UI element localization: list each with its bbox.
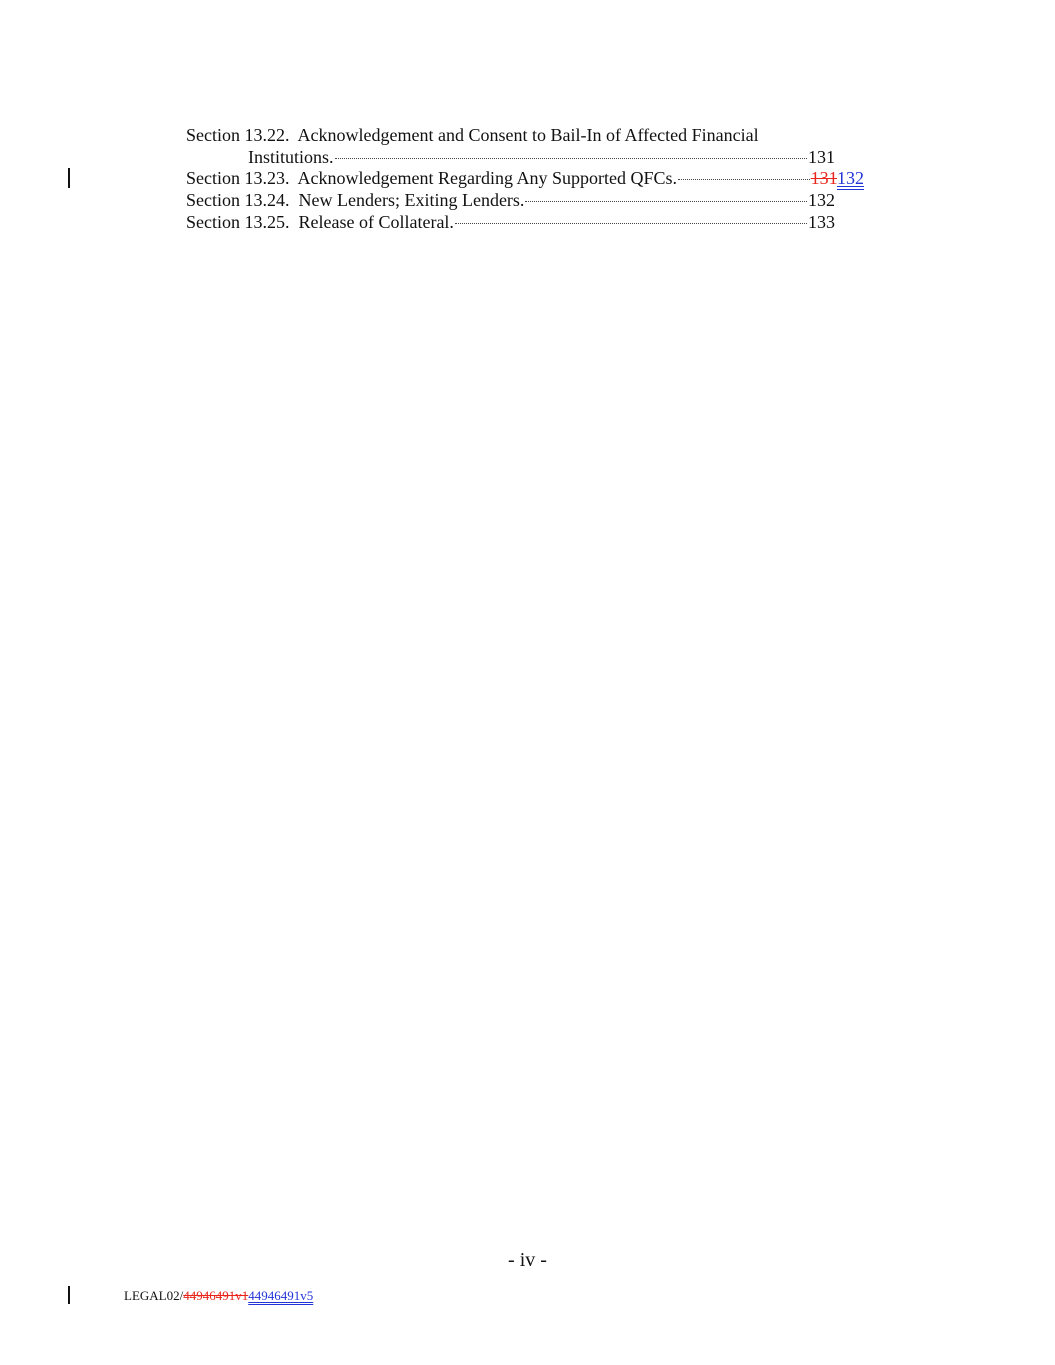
toc-section-title: Release of Collateral.: [298, 211, 454, 232]
dot-leader: [678, 179, 810, 180]
toc-page-number: 132: [808, 190, 835, 211]
document-id-prefix: LEGAL02/: [124, 1288, 184, 1303]
inserted-document-version: 44946491v5: [248, 1288, 314, 1303]
toc-section-number: Section 13.24.: [186, 190, 290, 211]
toc-entry-text: [186, 125, 759, 147]
toc-entry-text: [186, 212, 454, 234]
toc-section-title: Acknowledgement Regarding Any Supported QFCs.: [297, 168, 677, 189]
footer-page-number: - iv -: [508, 1249, 547, 1271]
toc-entry-13-23: [186, 168, 886, 190]
deleted-page-number: 131: [810, 168, 837, 189]
toc-section-title: New Lenders; Exiting Lenders.: [298, 190, 525, 211]
table-of-contents: [186, 125, 886, 234]
toc-entry-text: [186, 168, 677, 190]
inserted-page-number: 132: [837, 168, 864, 189]
toc-section-title-continued: Institutions.: [248, 146, 334, 167]
toc-entry-13-22: [186, 125, 886, 168]
toc-section-number: Section 13.22.: [186, 125, 290, 145]
toc-entry-13-25: [186, 212, 886, 234]
toc-section-number: Section 13.25.: [186, 211, 290, 232]
toc-page-number: 133: [808, 211, 835, 232]
dot-leader: [525, 201, 807, 202]
toc-section-number: Section 13.23.: [186, 168, 290, 189]
toc-entry-13-24: [186, 190, 886, 212]
toc-entry-text: [186, 190, 524, 212]
deleted-document-version: 44946491v1: [183, 1288, 249, 1303]
dot-leader: [455, 223, 807, 224]
toc-page-number-revised: [811, 168, 864, 190]
change-bar-toc: [68, 168, 70, 188]
document-id: [124, 1288, 313, 1304]
change-bar-footer: [68, 1286, 70, 1304]
toc-page-number: 131: [808, 146, 835, 167]
toc-section-title: Acknowledgement and Consent to Bail-In of Affected Financial: [297, 125, 759, 145]
dot-leader: [335, 158, 807, 159]
